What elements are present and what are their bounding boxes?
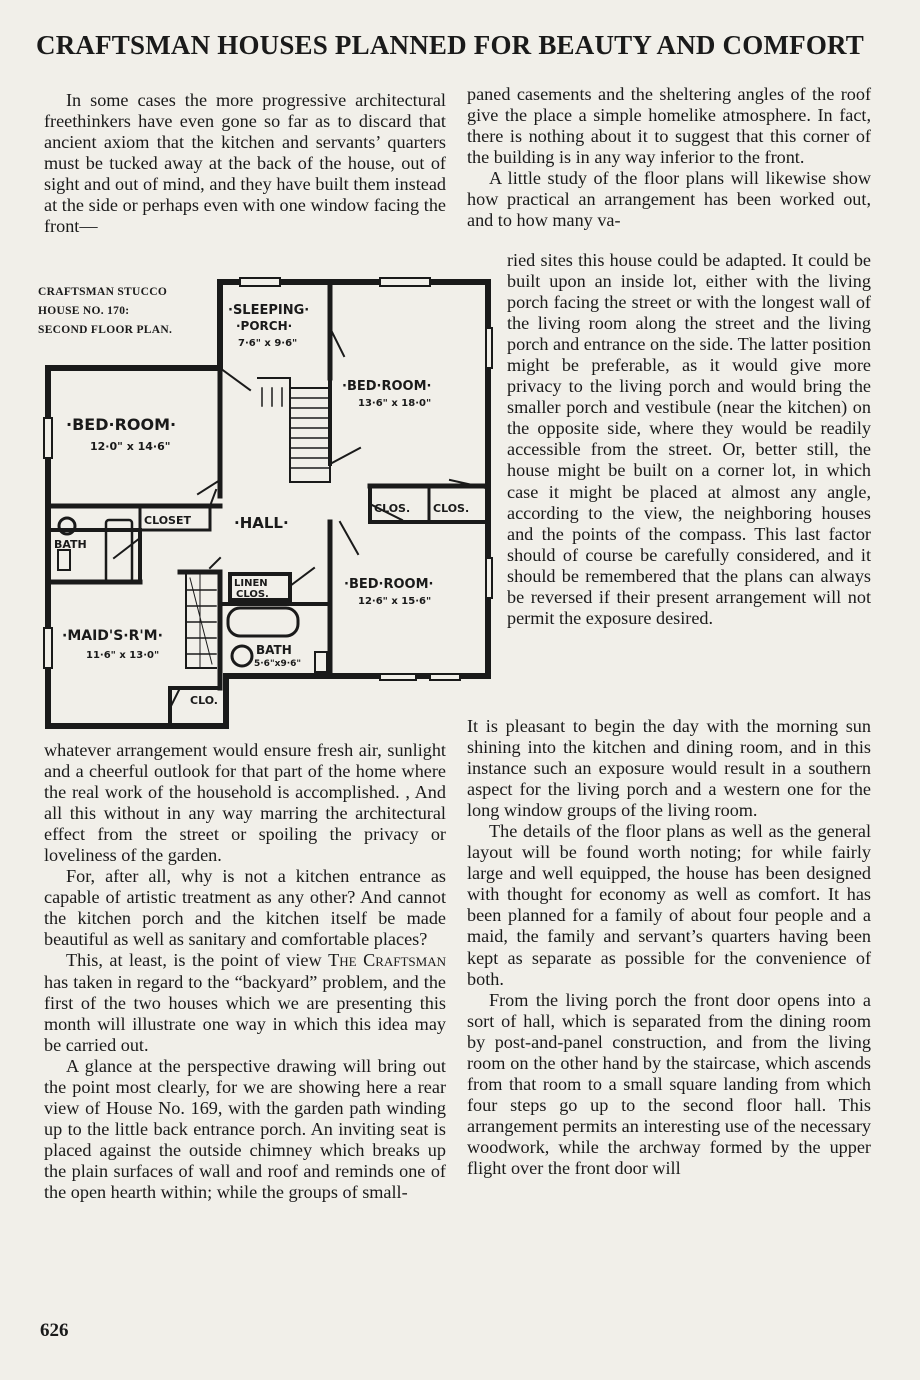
floor-plan-figure — [40, 268, 500, 738]
label-clo: CLO. — [190, 694, 218, 707]
paragraph: In some cases the more progressive architectural freethinkers have even gone so far as to discard that ancient axiom that the kitchen and servants’ quarters must be tucked away at the back of the house, out of sight and out of mind, and they have built them instead at the side or perhaps even with one window facing the front— — [44, 90, 446, 237]
page-title: CRAFTSMAN HOUSES PLANNED FOR BEAUTY AND COMFORT — [36, 30, 864, 60]
label-bed-room-se: ·BED·ROOM· — [344, 577, 434, 592]
label-bed-room-se-dim: 12·6" x 15·6" — [358, 596, 432, 607]
paragraph: From the living porch the front door opens into a sort of hall, which is separated from the dining room by post-and-panel construction, and from the living room on the other hand by the staircase, which ascends from that room to a small square landing from which four steps go up to the second floor hall. This arrangement permits an interesting use of the necessary woodwork, while the archway formed by the upper flight over the front door will — [467, 989, 871, 1178]
text-run: has taken in regard to the “backyard” problem, and the first of the two houses which we are presenting this month will illustrate one way in which this idea may be carried out. — [44, 971, 446, 1055]
label-bed-room-ne-dim: 13·6" x 18·0" — [358, 398, 432, 409]
left-column-top — [44, 90, 446, 237]
right-column-top — [467, 84, 871, 231]
label-hall: ·HALL· — [234, 514, 289, 532]
label-linen-2: CLOS. — [236, 589, 269, 600]
caption-line: CRAFTSMAN STUCCO — [38, 286, 168, 298]
label-maids-room-dim: 11·6" x 13·0" — [86, 650, 160, 661]
magazine-name: The Craftsman — [328, 950, 446, 971]
label-bath-main-dim: 5·6"x9·6" — [254, 659, 302, 669]
right-column-middle — [507, 250, 871, 629]
label-sleeping-porch-dim: 7·6" x 9·6" — [238, 338, 298, 349]
right-column-bottom — [467, 716, 871, 1179]
paragraph — [44, 950, 446, 1055]
text-run: This, at least, is the point of view — [66, 950, 329, 971]
label-bed-room-ne: ·BED·ROOM· — [342, 379, 432, 394]
label-closet: CLOSET — [144, 514, 191, 527]
label-sleeping-porch-2: ·PORCH· — [236, 319, 293, 333]
label-clos-2: CLOS. — [433, 502, 470, 515]
label-bath-main: BATH — [256, 643, 292, 657]
label-bed-room-w-dim: 12·0" x 14·6" — [90, 440, 171, 453]
paragraph: A little study of the floor plans will likewise show how practical an arrangement has been worked out, and to how many va- — [467, 168, 871, 231]
label-bath-small: BATH — [54, 538, 87, 551]
paragraph: whatever arrangement would ensure fresh air, sunlight and a cheerful outlook for that part of the home where the real work of the household is accomplished. , And all this without in any way marring the architectural effect from the street or spoiling the privacy or loveliness of the garden. — [44, 740, 446, 866]
label-linen: LINEN — [234, 578, 268, 589]
paragraph: A glance at the perspective drawing will bring out the point most clearly, for we are showing here a rear view of House No. 169, with the garden path winding up to the little back entrance porch. An inviting seat is placed against the outside chimney which breaks up the plain surfaces of wall and roof and reminds one of the open hearth within; while the groups of small- — [44, 1055, 446, 1202]
left-column-bottom — [44, 740, 446, 1203]
paragraph: paned casements and the sheltering angles of the roof give the place a simple homelike atmosphere. In fact, there is nothing about it to suggest that this corner of the building is in any way inferior to the front. — [467, 84, 871, 168]
paragraph: It is pleasant to begin the day with the morning sun shining into the kitchen and dining room, and in this instance such an exposure would result in a southern aspect for the living porch and a western one for the long window groups of the living room. — [467, 716, 871, 821]
caption-line: HOUSE NO. 170: — [38, 305, 130, 317]
page-number: 626 — [40, 1320, 69, 1341]
paragraph: The details of the floor plans as well as the general layout will be found worth noting; for while fairly large and well equipped, the house has been designed with thought for economy as well as comfort. It has been planned for a family of about four people and a maid, the family and servant’s quarters having been kept as separate as possible for the convenience of both. — [467, 821, 871, 989]
caption-line: SECOND FLOOR PLAN. — [38, 324, 173, 336]
label-bed-room-w: ·BED·ROOM· — [66, 415, 177, 434]
label-sleeping-porch: ·SLEEPING· — [228, 303, 310, 318]
label-maids-room: ·MAID'S·R'M· — [62, 628, 163, 644]
floor-plan-drawing — [40, 268, 500, 738]
label-clos-1: CLOS. — [374, 502, 411, 515]
paragraph: ried sites this house could be adapted. It could be built upon an inside lot, either with the living porch facing the street or with the longest wall of the living room along the street and the living porch and entrance on the side. The latter position might be preferable, as it would give more privacy to the living porch and would bring the smaller porch and vestibule (near the kitchen) on the opposite side, where they would be readily accessible from the street. Or, better still, the house might be built on a corner lot, in which case it might be placed at almost any angle, according to the view, the neighboring houses and the points of the compass. This last factor should of course be carefully considered, and it should be remembered that the plans can always be reversed if their present arrangement will not permit the exposure desired. — [507, 250, 871, 628]
paragraph: For, after all, why is not a kitchen entrance as capable of artistic treatment as any other? And cannot the kitchen porch and the kitchen itself be made beautiful as well as sanitary and comfortable places? — [44, 866, 446, 950]
